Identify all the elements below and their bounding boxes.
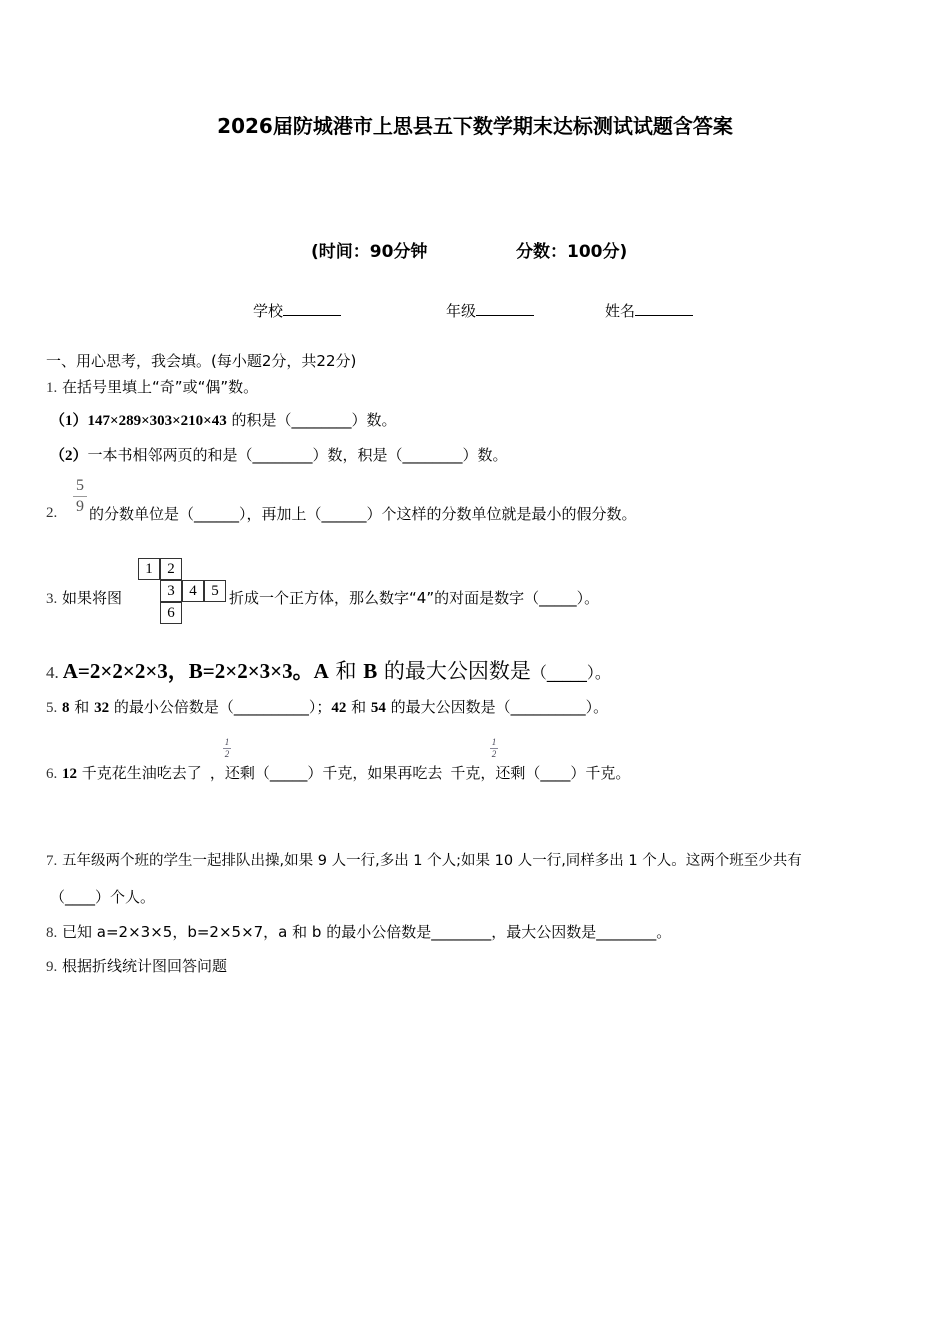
question-text: 根据折线统计图回答问题 <box>62 957 228 975</box>
grade-label: 年级 <box>446 302 477 320</box>
document-title: 2026届防城港市上思县五下数学期末达标测试试题含答案 <box>217 114 733 138</box>
question-number: 9. <box>46 959 58 975</box>
name-label: 姓名 <box>605 302 636 320</box>
sub-label: （2） <box>50 448 88 464</box>
question-number: 1. <box>46 380 58 396</box>
number-42: 42 <box>331 700 347 716</box>
number-54: 54 <box>370 700 386 716</box>
question-text: 的最大公因数是 <box>377 659 531 683</box>
net-cell-4: 4 <box>182 580 204 602</box>
net-cell-2: 2 <box>160 558 182 580</box>
school-blank[interactable] <box>283 302 341 316</box>
question-2 <box>46 503 57 522</box>
question-number: 8. <box>46 925 58 941</box>
fraction-five-ninths <box>73 477 87 516</box>
question-number: 4. <box>46 663 59 682</box>
fraction-one-half-1 <box>223 738 231 759</box>
grade-blank[interactable] <box>476 302 534 316</box>
net-cell-6: 6 <box>160 602 182 624</box>
question-1-sub-1 <box>50 409 397 430</box>
net-cell-5: 5 <box>204 580 226 602</box>
question-4 <box>46 655 611 685</box>
question-6 <box>46 762 630 783</box>
sub-text[interactable]: 的积是（________）数。 <box>226 411 397 429</box>
number-8: 8 <box>62 700 70 716</box>
score-label: 分数：100分) <box>516 242 628 262</box>
time-label: (时间：90分钟 <box>311 242 428 262</box>
question-number: 2. <box>46 505 58 521</box>
fraction-numerator: 5 <box>76 477 84 494</box>
expression-b: B <box>363 659 378 683</box>
question-7-answer[interactable]: （____）个人。 <box>50 888 156 906</box>
fraction-one-half-2 <box>490 738 498 759</box>
gcd-blank-text[interactable]: 的最大公因数是（__________）。 <box>385 698 609 716</box>
answer-blank[interactable]: （_____）。 <box>530 663 611 682</box>
question-number: 3. <box>46 591 58 607</box>
question-2-text[interactable]: 的分数单位是（______），再加上（______）个这样的分数单位就是最小的假分数。 <box>89 505 637 523</box>
question-5 <box>46 696 608 717</box>
question-3 <box>46 587 122 608</box>
question-1-sub-2 <box>50 444 508 465</box>
fraction-numerator: 1 <box>224 737 230 747</box>
name-field[interactable] <box>605 300 693 321</box>
question-number: 6. <box>46 766 58 782</box>
question-number: 5. <box>46 700 58 716</box>
question-text[interactable]: 已知 a=2×3×5，b=2×5×7，a 和 b 的最小公倍数是________，最大公因数是________。 <box>62 923 672 941</box>
question-text: 在括号里填上“奇”或“偶”数。 <box>62 378 259 396</box>
conjunction: 和 <box>328 659 364 683</box>
question-text-part-3[interactable]: 千克，还剩（____）千克。 <box>450 764 631 782</box>
question-8 <box>46 921 671 942</box>
question-3-text[interactable]: 折成一个正方体，那么数字“4”的对面是数字（_____）。 <box>229 589 600 607</box>
sub-text[interactable]: 一本书相邻两页的和是（________）数，积是（________）数。 <box>87 446 508 464</box>
question-text-part-1: 千克花生油吃去了 <box>77 764 202 782</box>
question-text-part-2[interactable]: ，还剩（_____）千克，如果再吃去 <box>209 764 443 782</box>
fraction-denominator: 2 <box>491 749 497 759</box>
question-9 <box>46 955 227 976</box>
grade-field[interactable] <box>446 300 534 321</box>
sub-expression: 147×289×303×210×43 <box>87 413 227 429</box>
lcm-blank-text[interactable]: 的最小公倍数是（__________）； <box>109 698 332 716</box>
question-7 <box>46 849 802 870</box>
question-1 <box>46 376 258 397</box>
school-field[interactable] <box>253 300 341 321</box>
name-blank[interactable] <box>635 302 693 316</box>
number-12: 12 <box>62 766 78 782</box>
expression-a: A=2×2×2×3，B=2×2×3×3。A <box>62 659 329 683</box>
conjunction: 和 <box>69 698 95 716</box>
fraction-numerator: 1 <box>491 737 497 747</box>
net-cell-1: 1 <box>138 558 160 580</box>
fraction-denominator: 9 <box>76 498 84 515</box>
question-number: 7. <box>46 853 58 869</box>
sub-label: （1） <box>50 413 88 429</box>
question-text: 五年级两个班的学生一起排队出操,如果 9 人一行,多出 1 个人;如果 10 人一行,同样多出 1 个人。这两个班至少共有 <box>62 853 802 869</box>
net-cell-3: 3 <box>160 580 182 602</box>
fraction-denominator: 2 <box>224 749 230 759</box>
conjunction: 和 <box>346 698 371 716</box>
question-prefix: 如果将图 <box>62 589 123 607</box>
section-heading: 一、用心思考，我会填。(每小题2分，共22分) <box>46 352 357 370</box>
number-32: 32 <box>94 700 110 716</box>
school-label: 学校 <box>253 302 284 320</box>
